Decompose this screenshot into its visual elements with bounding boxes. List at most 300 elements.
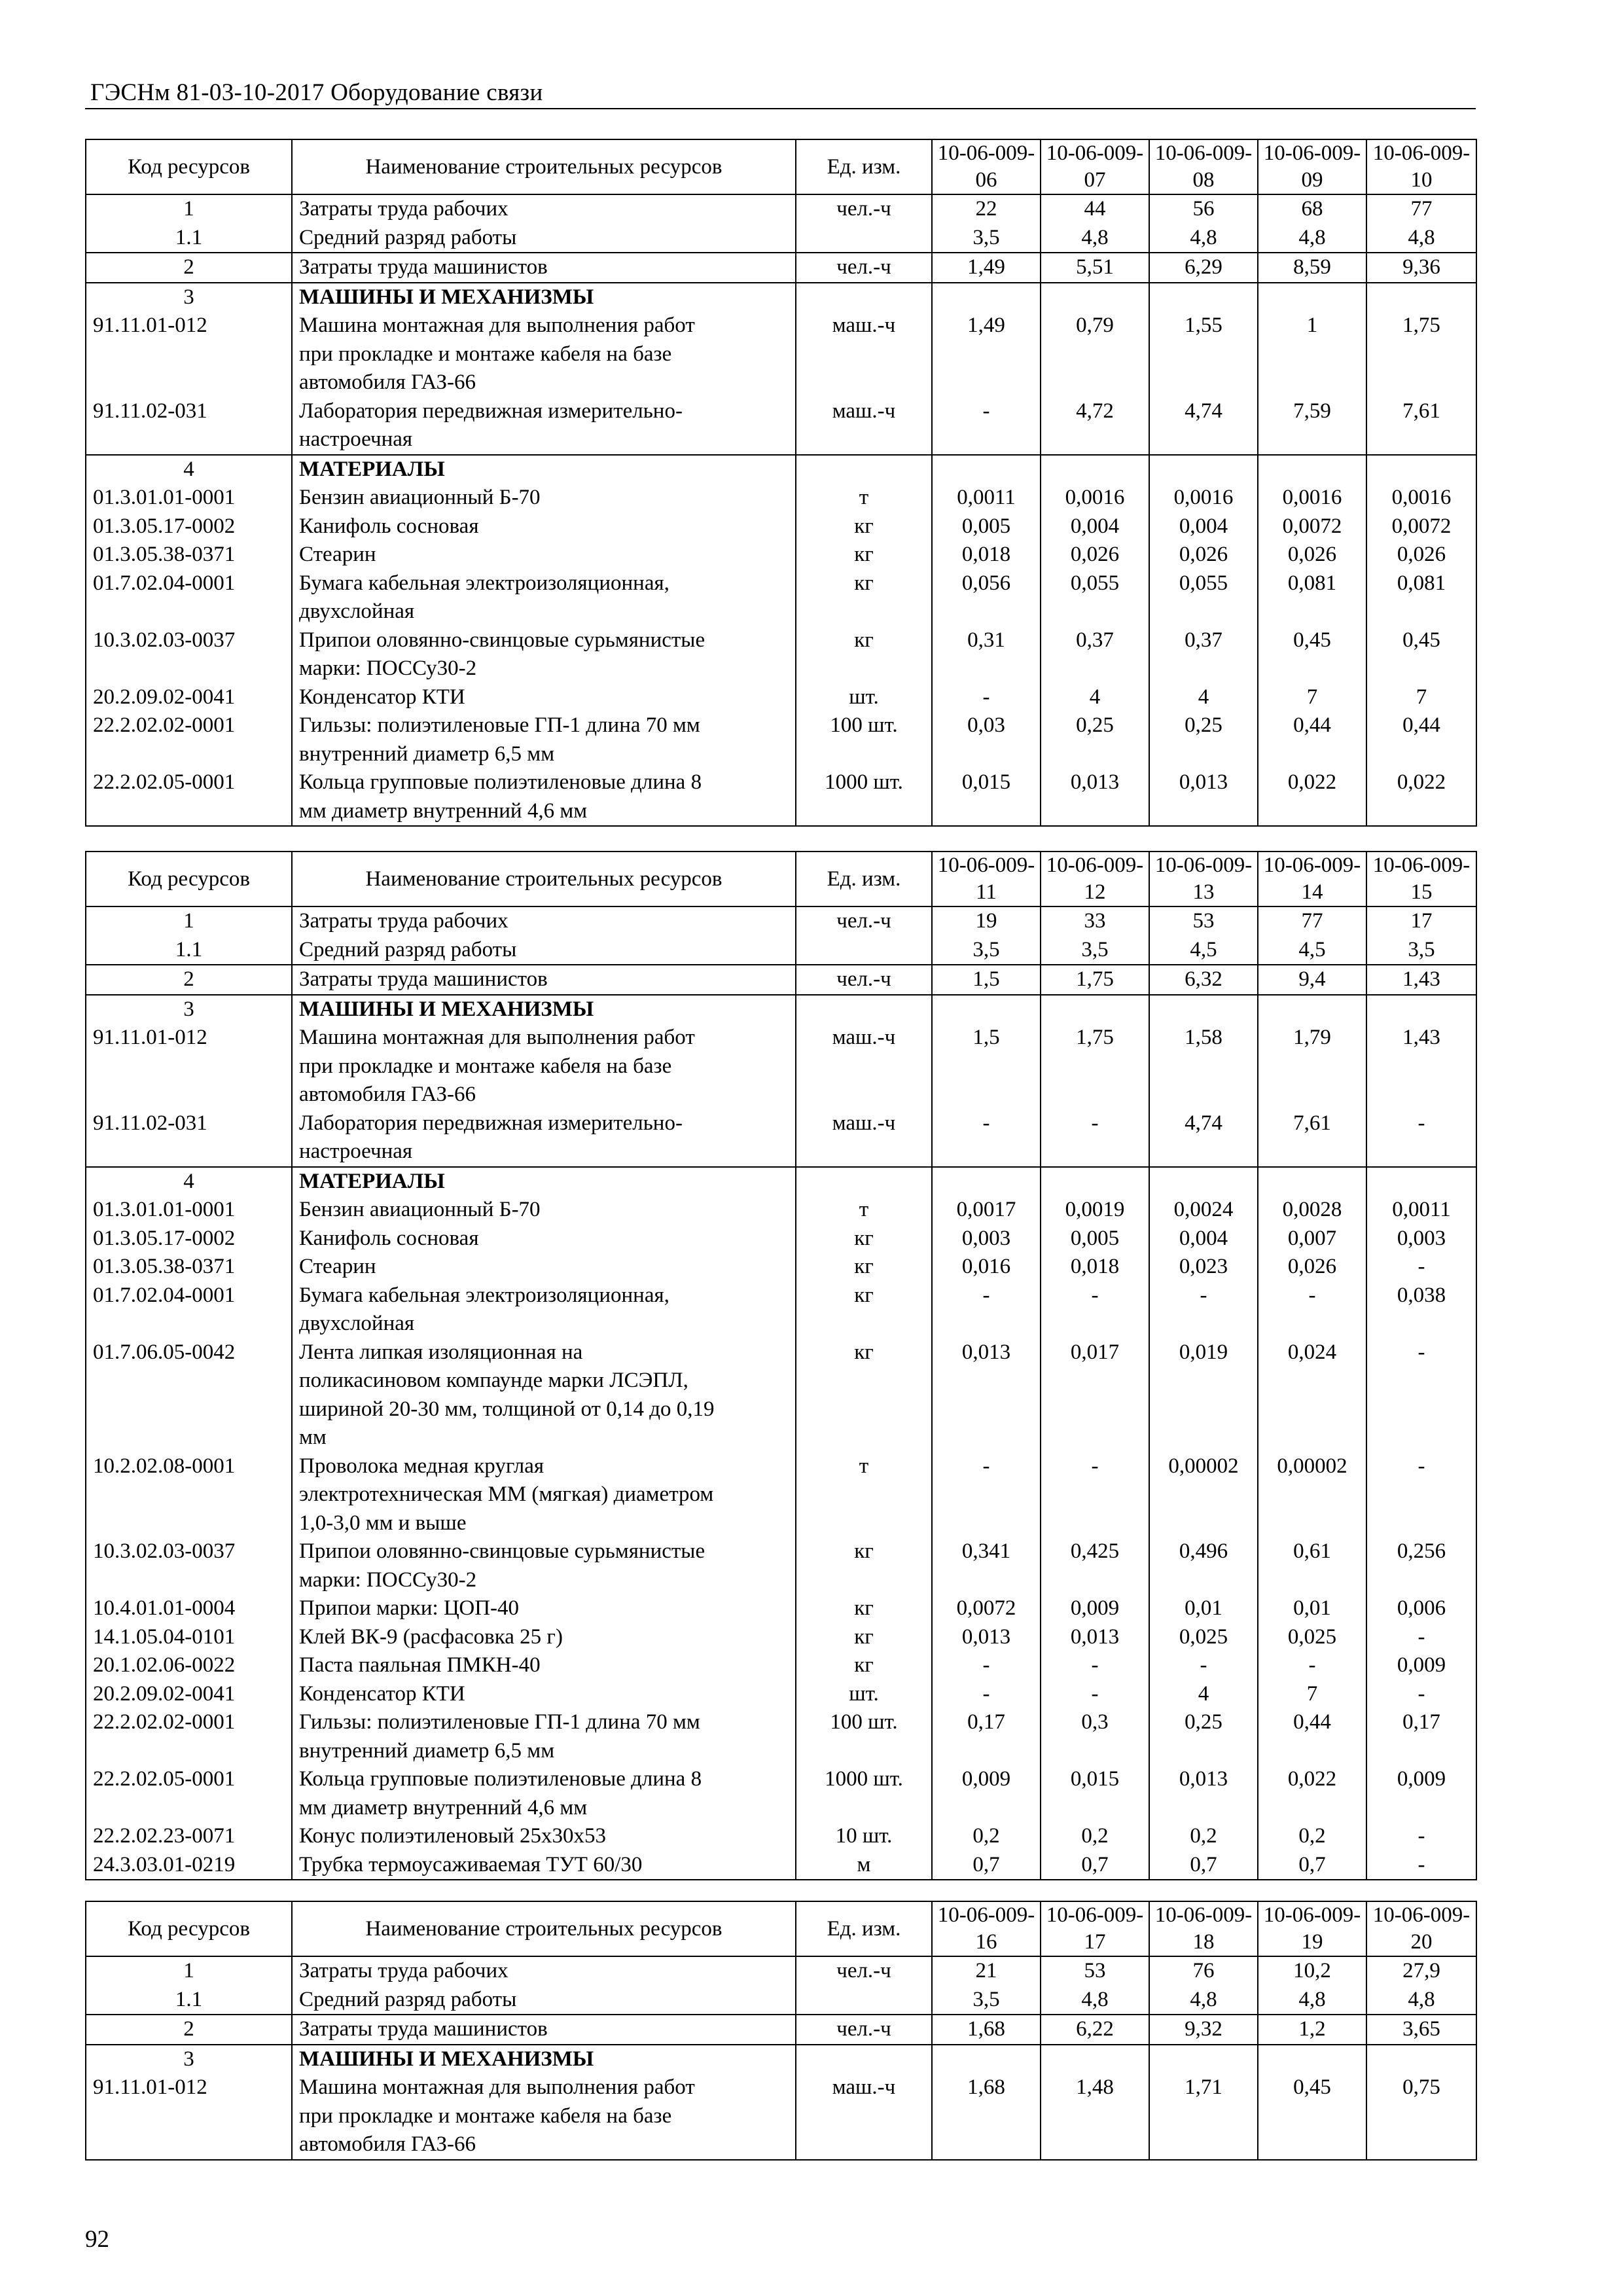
resource-name-line: Затраты труда рабочих <box>299 909 508 933</box>
table-row <box>86 1594 1476 1623</box>
resource-value: 6,32 <box>1149 965 1258 995</box>
table-row <box>86 1167 1476 1196</box>
resource-name <box>292 253 796 283</box>
resource-value: 0,25 <box>1041 711 1149 768</box>
resource-value: 0,44 <box>1258 711 1366 768</box>
resource-code: 91.11.01-012 <box>86 2073 292 2160</box>
resource-name <box>292 1594 796 1623</box>
resource-name <box>292 1651 796 1680</box>
resource-unit: 100 шт. <box>796 1708 932 1765</box>
resource-value: 4,8 <box>1366 224 1476 253</box>
resource-name-line: Средний разряд работы <box>299 1987 517 2011</box>
resource-name-line: Лаборатория передвижная измерительно- <box>299 399 683 423</box>
table-row <box>86 1708 1476 1765</box>
resource-value: 0,018 <box>932 541 1041 569</box>
resource-value: 0,023 <box>1149 1253 1258 1282</box>
resource-value <box>1258 1167 1366 1196</box>
resource-code: 14.1.05.04-0101 <box>86 1623 292 1652</box>
resource-value: 0,0028 <box>1258 1196 1366 1225</box>
resource-code: 91.11.01-012 <box>86 312 292 397</box>
resource-value: 0,022 <box>1258 768 1366 826</box>
resource-unit: т <box>796 484 932 512</box>
resource-name-line: Гильзы: полиэтиленовые ГП-1 длина 70 мм <box>299 713 700 737</box>
resource-code: 4 <box>86 1167 292 1196</box>
resource-name <box>292 936 796 965</box>
resource-name-line: Канифоль сосновая <box>299 514 479 538</box>
resource-unit: 10 шт. <box>796 1822 932 1851</box>
resource-value: 4,5 <box>1149 936 1258 965</box>
resource-value: 7,61 <box>1258 1109 1366 1167</box>
resource-unit: кг <box>796 1225 932 1253</box>
resource-value <box>1041 995 1149 1024</box>
resource-code: 2 <box>86 2015 292 2045</box>
resource-name <box>292 1708 796 1765</box>
resource-value <box>932 283 1041 312</box>
resource-name <box>292 1537 796 1594</box>
resource-value: 1,49 <box>932 253 1041 283</box>
resource-value: 0,017 <box>1041 1338 1149 1452</box>
resource-code: 1.1 <box>86 224 292 253</box>
header-code: Код ресурсов <box>86 139 292 194</box>
resource-code: 01.3.05.38-0371 <box>86 541 292 569</box>
resource-value: 4,8 <box>1258 1986 1366 2015</box>
resource-value: 0,25 <box>1149 711 1258 768</box>
resource-name <box>292 965 796 995</box>
resource-code: 01.3.01.01-0001 <box>86 484 292 512</box>
resource-code: 01.3.01.01-0001 <box>86 1196 292 1225</box>
resource-value: 4,8 <box>1149 1986 1258 2015</box>
header-code: Код ресурсов <box>86 1901 292 1956</box>
resource-code: 01.7.02.04-0001 <box>86 1282 292 1338</box>
resource-value: 0,013 <box>1041 1623 1149 1652</box>
resource-value: 0,45 <box>1258 2073 1366 2160</box>
resource-name-line: Затраты труда машинистов <box>299 2017 548 2041</box>
resource-value: - <box>1366 1452 1476 1538</box>
resource-value: 0,01 <box>1149 1594 1258 1623</box>
resource-code: 22.2.02.05-0001 <box>86 768 292 826</box>
resource-value: 7,61 <box>1366 397 1476 455</box>
resource-value: 0,005 <box>932 512 1041 541</box>
table-row <box>86 965 1476 995</box>
resource-value: - <box>932 683 1041 712</box>
resource-code: 22.2.02.02-0001 <box>86 1708 292 1765</box>
resource-value: 0,25 <box>1149 1708 1258 1765</box>
resource-value: - <box>932 1680 1041 1709</box>
resource-value: 0,341 <box>932 1537 1041 1594</box>
resource-value: 3,65 <box>1366 2015 1476 2045</box>
resource-value: - <box>1366 1680 1476 1709</box>
resource-value: - <box>1041 1452 1149 1538</box>
resource-value: 0,026 <box>1149 541 1258 569</box>
resource-name-line: автомобиля ГАЗ-66 <box>299 1083 476 1106</box>
resource-name-line: автомобиля ГАЗ-66 <box>299 370 476 394</box>
resource-table-3 <box>85 1901 1477 2161</box>
resource-value: 7 <box>1258 683 1366 712</box>
table-row <box>86 936 1476 965</box>
resource-name-line: автомобиля ГАЗ-66 <box>299 2132 476 2156</box>
resource-name-line: Конденсатор КТИ <box>299 685 465 709</box>
resource-unit: кг <box>796 512 932 541</box>
resource-code: 01.3.05.17-0002 <box>86 1225 292 1253</box>
table-row <box>86 768 1476 826</box>
table-row <box>86 484 1476 512</box>
resource-name-line: МАТЕРИАЛЫ <box>299 457 445 481</box>
resource-name <box>292 768 796 826</box>
table-row <box>86 1680 1476 1709</box>
resource-name <box>292 1225 796 1253</box>
table-row <box>86 1765 1476 1822</box>
resource-name <box>292 1109 796 1167</box>
table-row <box>86 2073 1476 2160</box>
resource-unit: кг <box>796 1338 932 1452</box>
resource-value: - <box>1366 1822 1476 1851</box>
resource-value: 5,51 <box>1041 253 1149 283</box>
resource-value: 0,2 <box>1258 1822 1366 1851</box>
resource-value <box>1041 455 1149 484</box>
resource-name-line: марки: ПОССу30-2 <box>299 656 477 680</box>
resource-value: 0,003 <box>1366 1225 1476 1253</box>
resource-name-line: Затраты труда машинистов <box>299 255 548 279</box>
header-column-id: 10-06-009-12 <box>1041 852 1149 906</box>
resource-value: 1,43 <box>1366 965 1476 995</box>
resource-value: 0,009 <box>932 1765 1041 1822</box>
resource-value <box>1366 995 1476 1024</box>
resource-name <box>292 224 796 253</box>
resource-value: 3,5 <box>932 936 1041 965</box>
resource-value: 0,009 <box>1041 1594 1149 1623</box>
resource-name-line: Машина монтажная для выполнения работ <box>299 314 695 337</box>
header-column-id: 10-06-009-20 <box>1366 1901 1476 1956</box>
resource-value: - <box>932 397 1041 455</box>
resource-name-line: Затраты труда машинистов <box>299 967 548 991</box>
resource-value <box>1149 1167 1258 1196</box>
resource-name <box>292 1024 796 1109</box>
resource-value <box>1366 2045 1476 2074</box>
resource-name-line: МАШИНЫ И МЕХАНИЗМЫ <box>299 285 594 309</box>
resource-value: - <box>1041 1651 1149 1680</box>
resource-value: 4,8 <box>1258 224 1366 253</box>
resource-value: 1,2 <box>1258 2015 1366 2045</box>
resource-unit: чел.-ч <box>796 965 932 995</box>
resource-name-line: Бензин авиационный Б-70 <box>299 1198 541 1221</box>
resource-code: 1 <box>86 1956 292 1986</box>
resource-value <box>1258 283 1366 312</box>
resource-code: 3 <box>86 283 292 312</box>
resource-value: 0,026 <box>1258 1253 1366 1282</box>
resource-name <box>292 2015 796 2045</box>
resource-code: 01.3.05.38-0371 <box>86 1253 292 1282</box>
resource-code: 20.2.09.02-0041 <box>86 683 292 712</box>
resource-name-line: Затраты труда рабочих <box>299 1959 508 1982</box>
resource-name-line: Лаборатория передвижная измерительно- <box>299 1111 683 1135</box>
table-row <box>86 2045 1476 2074</box>
resource-name <box>292 711 796 768</box>
resource-value: - <box>1041 1680 1149 1709</box>
resource-name-line: Припои оловянно-свинцовые сурьмянистые <box>299 628 705 652</box>
table-row <box>86 455 1476 484</box>
resource-name-line: шириной 20-30 мм, толщиной от 0,14 до 0,19 <box>299 1397 715 1421</box>
resource-name-line: внутренний диаметр 6,5 мм <box>299 742 555 766</box>
header-unit: Ед. изм. <box>796 139 932 194</box>
resource-name-line: марки: ПОССу30-2 <box>299 1568 477 1592</box>
resource-value: 0,79 <box>1041 312 1149 397</box>
resource-unit: 1000 шт. <box>796 768 932 826</box>
resource-value: - <box>1258 1651 1366 1680</box>
resource-name <box>292 683 796 712</box>
resource-name-line: Кольца групповые полиэтиленовые длина 8 <box>299 770 702 794</box>
resource-name-line: Припои оловянно-свинцовые сурьмянистые <box>299 1539 705 1563</box>
resource-unit: шт. <box>796 1680 932 1709</box>
resource-name <box>292 194 796 224</box>
resource-code: 24.3.03.01-0219 <box>86 1851 292 1880</box>
resource-value: 0,015 <box>1041 1765 1149 1822</box>
resource-unit <box>796 1986 932 2015</box>
resource-value: 21 <box>932 1956 1041 1986</box>
resource-value: 0,0016 <box>1149 484 1258 512</box>
header-column-id: 10-06-009-16 <box>932 1901 1041 1956</box>
resource-name-line: Клей ВК-9 (расфасовка 25 г) <box>299 1624 563 1649</box>
resource-name <box>292 455 796 484</box>
resource-value: 0,0016 <box>1041 484 1149 512</box>
table-row <box>86 569 1476 626</box>
resource-value: 77 <box>1258 906 1366 936</box>
table-row <box>86 1225 1476 1253</box>
resource-value: 7,59 <box>1258 397 1366 455</box>
resource-value: 0,004 <box>1149 512 1258 541</box>
resource-value: 3,5 <box>932 224 1041 253</box>
resource-unit: чел.-ч <box>796 906 932 936</box>
resource-value: 3,5 <box>1041 936 1149 965</box>
resource-value: 0,00002 <box>1258 1452 1366 1538</box>
resource-value: 0,7 <box>1041 1851 1149 1880</box>
resource-value: 6,29 <box>1149 253 1258 283</box>
header-unit: Ед. изм. <box>796 852 932 906</box>
resource-code: 10.3.02.03-0037 <box>86 1537 292 1594</box>
resource-value: 0,022 <box>1258 1765 1366 1822</box>
resource-value: 4 <box>1149 1680 1258 1709</box>
resource-value: 1,75 <box>1041 1024 1149 1109</box>
resource-value: 0,026 <box>1258 541 1366 569</box>
resource-name-line: МАШИНЫ И МЕХАНИЗМЫ <box>299 2047 594 2071</box>
resource-value: 1,71 <box>1149 2073 1258 2160</box>
table-row <box>86 1282 1476 1338</box>
resource-value: 0,009 <box>1366 1651 1476 1680</box>
table-row <box>86 995 1476 1024</box>
resource-name <box>292 1253 796 1282</box>
resource-unit: кг <box>796 1282 932 1338</box>
resource-value: 53 <box>1041 1956 1149 1986</box>
resource-value: 0,0016 <box>1366 484 1476 512</box>
resource-name-line: электротехническая ММ (мягкая) диаметром <box>299 1482 714 1506</box>
resource-name <box>292 1623 796 1652</box>
resource-value: 1,75 <box>1041 965 1149 995</box>
header-rule <box>85 108 1476 109</box>
resource-unit: кг <box>796 569 932 626</box>
resource-unit: чел.-ч <box>796 253 932 283</box>
resource-value: 0,055 <box>1041 569 1149 626</box>
resource-value: 0,2 <box>932 1822 1041 1851</box>
resource-value: 27,9 <box>1366 1956 1476 1986</box>
resource-value: 8,59 <box>1258 253 1366 283</box>
resource-unit: маш.-ч <box>796 312 932 397</box>
header-name: Наименование строительных ресурсов <box>292 1901 796 1956</box>
resource-value: 0,3 <box>1041 1708 1149 1765</box>
table-row <box>86 1851 1476 1880</box>
resource-code: 3 <box>86 995 292 1024</box>
resource-name <box>292 569 796 626</box>
resource-code: 91.11.01-012 <box>86 1024 292 1109</box>
table-row <box>86 683 1476 712</box>
resource-value: 76 <box>1149 1956 1258 1986</box>
resource-unit: кг <box>796 1253 932 1282</box>
resource-value <box>1041 2045 1149 2074</box>
resource-value: 0,44 <box>1258 1708 1366 1765</box>
resource-table-2 <box>85 851 1477 1880</box>
table-row <box>86 1109 1476 1167</box>
resource-value: 1,48 <box>1041 2073 1149 2160</box>
resource-code: 20.1.02.06-0022 <box>86 1651 292 1680</box>
resource-name-line: при прокладке и монтаже кабеля на базе <box>299 2104 672 2128</box>
resource-value: 0,055 <box>1149 569 1258 626</box>
resource-unit: м <box>796 1851 932 1880</box>
resource-value: 0,496 <box>1149 1537 1258 1594</box>
resource-code: 22.2.02.05-0001 <box>86 1765 292 1822</box>
resource-value: 0,009 <box>1366 1765 1476 1822</box>
resource-value: 0,026 <box>1366 541 1476 569</box>
resource-name-line: мм <box>299 1426 327 1449</box>
resource-name-line: мм диаметр внутренний 4,6 мм <box>299 1795 588 1820</box>
resource-value: - <box>1041 1109 1149 1167</box>
resource-value: 1,68 <box>932 2073 1041 2160</box>
resource-name-line: поликасиновом компаунде марки ЛСЭПЛ, <box>299 1369 688 1392</box>
resource-value: 0,7 <box>1149 1851 1258 1880</box>
resource-value: 0,013 <box>932 1623 1041 1652</box>
resource-value: 4,74 <box>1149 397 1258 455</box>
table-row <box>86 1623 1476 1652</box>
resource-code: 22.2.02.23-0071 <box>86 1822 292 1851</box>
resource-name-line: мм диаметр внутренний 4,6 мм <box>299 798 588 823</box>
resource-unit: маш.-ч <box>796 1109 932 1167</box>
resource-value: - <box>1149 1651 1258 1680</box>
resource-unit <box>796 224 932 253</box>
resource-value <box>1258 995 1366 1024</box>
resource-unit: 100 шт. <box>796 711 932 768</box>
resource-value: 0,007 <box>1258 1225 1366 1253</box>
resource-value: 56 <box>1149 194 1258 224</box>
resource-unit: маш.-ч <box>796 2073 932 2160</box>
resource-value <box>1041 1167 1149 1196</box>
resource-name-line: Машина монтажная для выполнения работ <box>299 2075 695 2099</box>
resource-value: 4,8 <box>1149 224 1258 253</box>
resource-code: 01.7.02.04-0001 <box>86 569 292 626</box>
resource-name-line: Машина монтажная для выполнения работ <box>299 1026 695 1049</box>
resource-name <box>292 484 796 512</box>
header-column-id: 10-06-009-18 <box>1149 1901 1258 1956</box>
resource-name <box>292 283 796 312</box>
resource-value <box>1258 455 1366 484</box>
resource-value: 0,013 <box>1041 768 1149 826</box>
resource-name <box>292 1680 796 1709</box>
resource-value: 22 <box>932 194 1041 224</box>
resource-unit <box>796 455 932 484</box>
resource-code: 1.1 <box>86 1986 292 2015</box>
resource-unit: 1000 шт. <box>796 1765 932 1822</box>
resource-value <box>1366 283 1476 312</box>
resource-name <box>292 1452 796 1538</box>
resource-name-line: МАШИНЫ И МЕХАНИЗМЫ <box>299 997 594 1021</box>
resource-value: 0,022 <box>1366 768 1476 826</box>
resource-name-line: двухслойная <box>299 600 415 623</box>
resource-name <box>292 995 796 1024</box>
resource-value: - <box>1258 1282 1366 1338</box>
resource-name-line: Средний разряд работы <box>299 225 517 249</box>
resource-value: 4 <box>1041 683 1149 712</box>
resource-value: 7 <box>1366 683 1476 712</box>
resource-value: 17 <box>1366 906 1476 936</box>
resource-value: 0,025 <box>1149 1623 1258 1652</box>
resource-value: 0,016 <box>932 1253 1041 1282</box>
resource-value: 1,58 <box>1149 1024 1258 1109</box>
resource-value: - <box>932 1109 1041 1167</box>
resource-table-1 <box>85 139 1477 827</box>
table-row <box>86 2015 1476 2045</box>
header-name: Наименование строительных ресурсов <box>292 139 796 194</box>
header-column-id: 10-06-009-10 <box>1366 139 1476 194</box>
resource-value: 9,4 <box>1258 965 1366 995</box>
resource-value <box>1149 283 1258 312</box>
resource-value: - <box>1366 1623 1476 1652</box>
resource-unit: чел.-ч <box>796 194 932 224</box>
resource-unit: чел.-ч <box>796 1956 932 1986</box>
resource-name <box>292 1956 796 1986</box>
resource-value: - <box>932 1282 1041 1338</box>
table-row <box>86 541 1476 569</box>
resource-name-line: настроечная <box>299 427 413 451</box>
resource-name <box>292 1765 796 1822</box>
table-row <box>86 1196 1476 1225</box>
resource-value: 4,5 <box>1258 936 1366 965</box>
table-row <box>86 253 1476 283</box>
resource-name-line: Припои марки: ЦОП-40 <box>299 1596 520 1620</box>
resource-value: 4,74 <box>1149 1109 1258 1167</box>
table-row <box>86 312 1476 397</box>
table-row <box>86 1822 1476 1851</box>
resource-value: 0,0016 <box>1258 484 1366 512</box>
resource-value: - <box>1366 1109 1476 1167</box>
resource-value: 68 <box>1258 194 1366 224</box>
resource-value: 0,03 <box>932 711 1041 768</box>
header-code: Код ресурсов <box>86 852 292 906</box>
table-row <box>86 711 1476 768</box>
resource-value: 53 <box>1149 906 1258 936</box>
resource-code: 10.3.02.03-0037 <box>86 626 292 683</box>
resource-value: 0,005 <box>1041 1225 1149 1253</box>
header-column-id: 10-06-009-07 <box>1041 139 1149 194</box>
resource-value: 0,37 <box>1041 626 1149 683</box>
resource-value: 1,5 <box>932 1024 1041 1109</box>
page-number: 92 <box>85 2226 109 2253</box>
resource-name <box>292 2073 796 2160</box>
resource-value: - <box>932 1651 1041 1680</box>
table-row <box>86 1338 1476 1452</box>
resource-value: 10,2 <box>1258 1956 1366 1986</box>
resource-value: 4,8 <box>1041 224 1149 253</box>
resource-value: 0,0024 <box>1149 1196 1258 1225</box>
resource-name-line: Кольца групповые полиэтиленовые длина 8 <box>299 1767 702 1791</box>
header-column-id: 10-06-009-08 <box>1149 139 1258 194</box>
resource-value <box>932 995 1041 1024</box>
resource-unit: шт. <box>796 683 932 712</box>
